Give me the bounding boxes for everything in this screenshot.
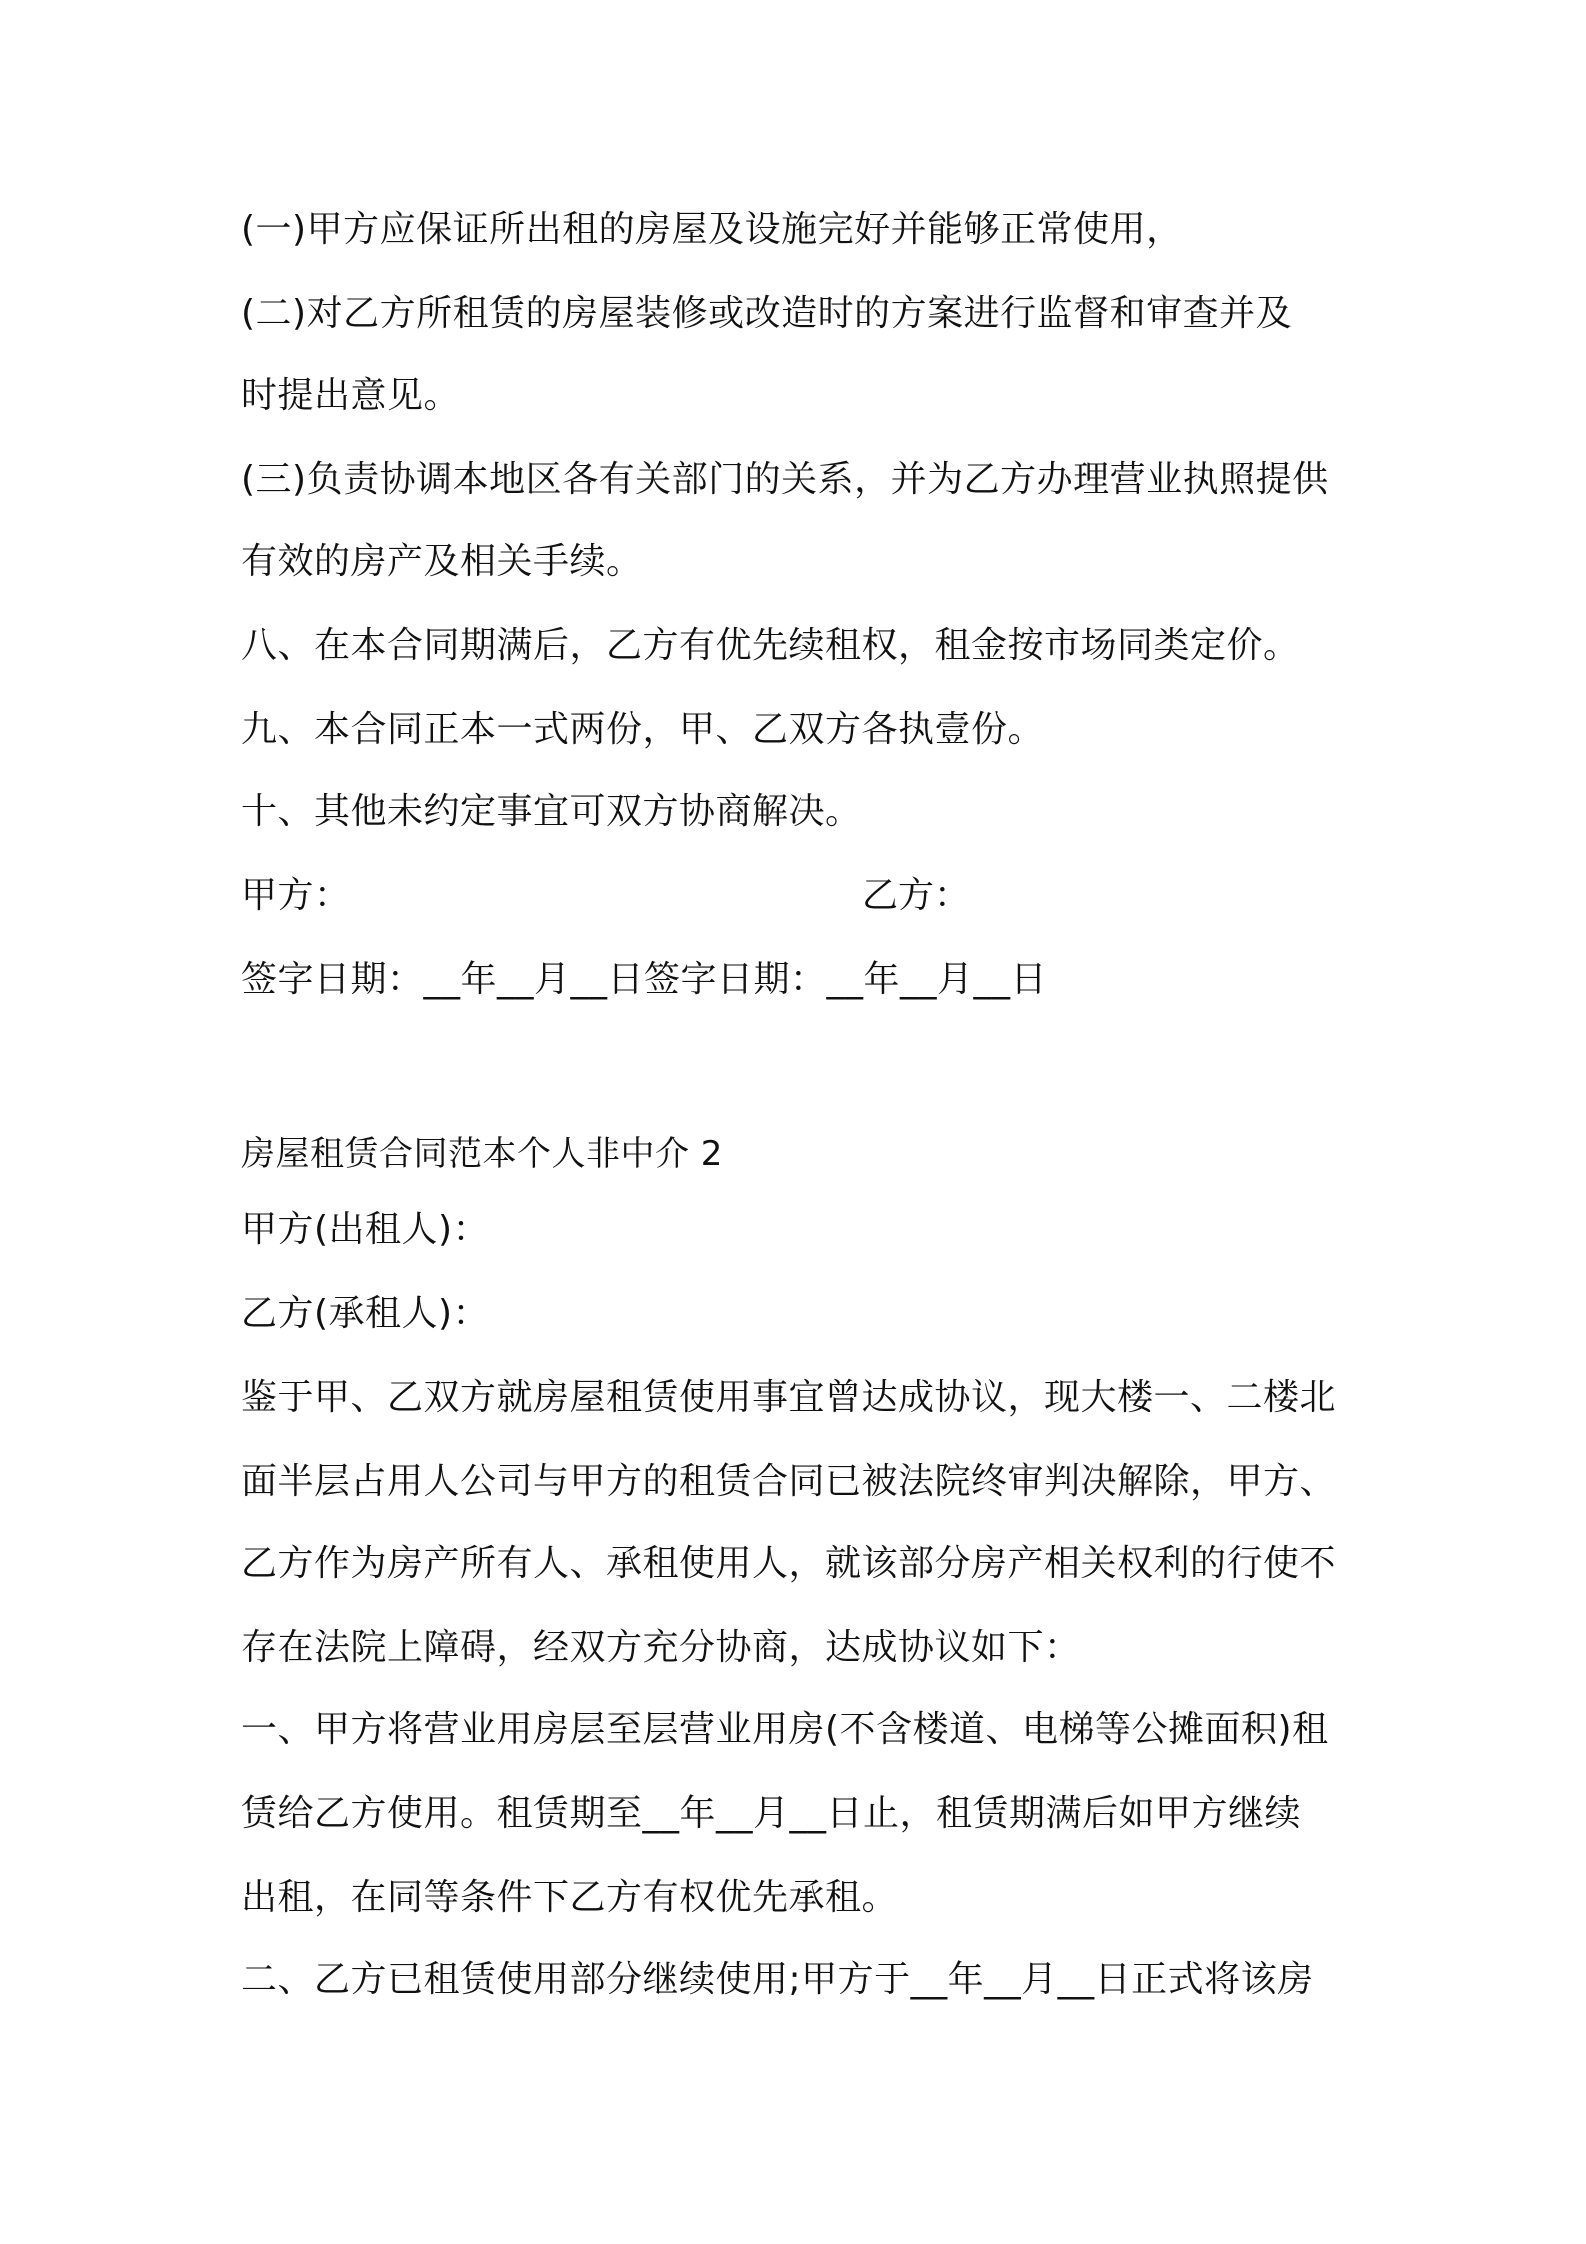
- article-1-line3: 出租，在同等条件下乙方有权优先承租。: [241, 1877, 899, 1918]
- clause-8: 八、在本合同期满后，乙方有优先续租权，租金按市场同类定价。: [241, 625, 1300, 666]
- clause-10: 十、其他未约定事宜可双方协商解决。: [241, 791, 862, 832]
- clause-7-2-line1: (二)对乙方所租赁的房屋装修或改造时的方案进行监督和审查并及: [241, 293, 1293, 334]
- article-1-line1: 一、甲方将营业用房层至层营业用房(不含楼道、电梯等公摊面积)租: [241, 1709, 1329, 1750]
- article-2-line1: 二、乙方已租赁使用部分继续使用;甲方于__年__月__日正式将该房: [241, 1959, 1314, 2000]
- clause-9: 九、本合同正本一式两份，甲、乙双方各执壹份。: [241, 709, 1045, 750]
- lessee-label: 乙方(承租人)：: [241, 1293, 490, 1334]
- clause-7-2-line2: 时提出意见。: [241, 375, 461, 416]
- preamble-line4: 存在法院上障碍，经双方充分协商，达成协议如下：: [241, 1627, 1081, 1668]
- preamble-line2: 面半层占用人公司与甲方的租赁合同已被法院终审判决解除，甲方、: [241, 1461, 1337, 1502]
- preamble-line3: 乙方作为房产所有人、承租使用人，就该部分房产相关权利的行使不: [241, 1543, 1337, 1584]
- clause-7-1: (一)甲方应保证所出租的房屋及设施完好并能够正常使用，: [241, 209, 1183, 250]
- signature-party-b: 乙方：: [862, 875, 971, 916]
- section-title: 房屋租赁合同范本个人非中介 2: [241, 1134, 723, 1174]
- signature-party-a: 甲方：: [241, 875, 351, 916]
- preamble-line1: 鉴于甲、乙双方就房屋租赁使用事宜曾达成协议，现大楼一、二楼北: [241, 1377, 1337, 1418]
- lessor-label: 甲方(出租人)：: [241, 1209, 490, 1250]
- clause-7-3-line2: 有效的房产及相关手续。: [241, 541, 643, 582]
- clause-7-3-line1: (三)负责协调本地区各有关部门的关系，并为乙方办理营业执照提供: [241, 459, 1329, 500]
- article-1-line2: 赁给乙方使用。租赁期至__年__月__日止，租赁期满后如甲方继续: [241, 1793, 1302, 1834]
- signature-dates: 签字日期：__年__月__日签字日期：__年__月__日: [241, 959, 1048, 1000]
